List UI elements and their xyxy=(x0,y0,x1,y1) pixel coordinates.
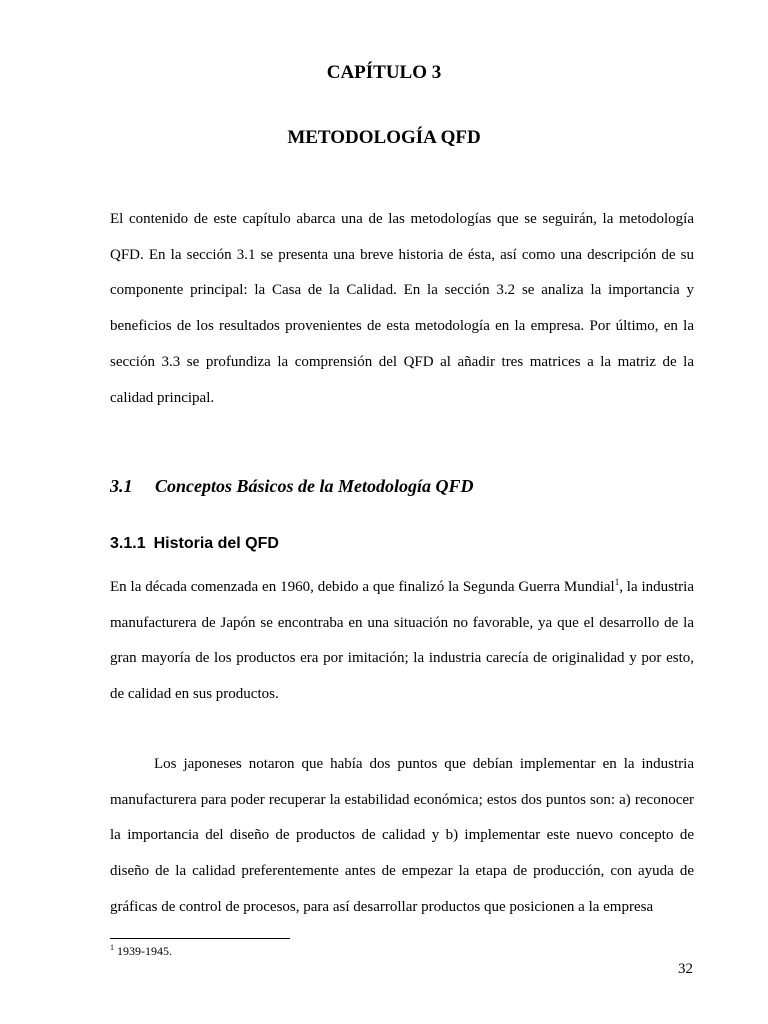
section-title: Conceptos Básicos de la Metodología QFD xyxy=(155,476,474,496)
section-heading xyxy=(110,476,474,497)
footnote-text: 1939-1945. xyxy=(114,944,172,958)
chapter-number: CAPÍTULO 3 xyxy=(326,62,442,83)
page-number: 32 xyxy=(678,961,693,977)
footnote-divider xyxy=(110,938,290,939)
footnote-reference: 1 xyxy=(614,577,620,587)
intro-paragraph: El contenido de este capítulo abarca una de las metodologías que se seguirán, la metodología QFD. En la sección 3.1 se presenta una breve historia de ésta, así como una descripción de su componente principal: la Casa de la Calidad. En la sección 3.2 se analiza la importancia y beneficios de los resultados provenientes de esta metodología en la empresa. Por último, en la sección 3.3 se profundiza la comprensión del QFD al añadir tres matrices a la matriz de la calidad principal. xyxy=(110,211,694,406)
subsection-heading xyxy=(110,535,279,553)
footnote xyxy=(110,944,172,959)
history-text-after: , la industria manufacturera de Japón se encontraba en una situación no favorable, ya que el desarrollo de la gran mayoría de los productos era por imitación; la industria carecía de originalidad y por esto, de calidad en sus productos. xyxy=(110,579,694,703)
footnote-marker: 1 xyxy=(110,943,114,952)
chapter-title: METODOLOGÍA QFD xyxy=(287,127,481,148)
subsection-number: 3.1.1 xyxy=(110,535,146,552)
subsection-title: Historia del QFD xyxy=(153,535,279,552)
japanese-paragraph: Los japoneses notaron que había dos puntos que debían implementar en la industria manufacturera para poder recuperar la estabilidad económica; estos dos puntos son: a) reconocer la importancia del diseño de productos de calidad y b) implementar este nuevo concepto de diseño de la calidad preferentemente antes de empezar la etapa de producción, con ayuda de gráficas de control de procesos, para así desarrollar productos que posicionen a la empresa xyxy=(110,756,694,915)
section-number: 3.1 xyxy=(110,476,133,496)
history-paragraph xyxy=(110,570,694,713)
history-text-before: En la década comenzada en 1960, debido a que finalizó la Segunda Guerra Mundial xyxy=(110,579,615,595)
